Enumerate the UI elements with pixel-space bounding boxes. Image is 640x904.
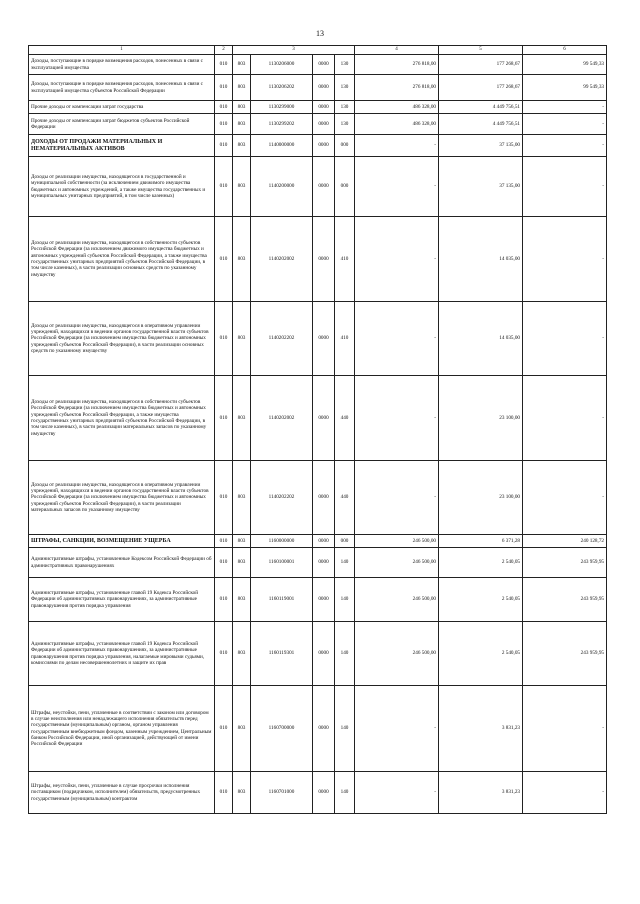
code-cell: 803 <box>233 101 251 114</box>
code-cell: 803 <box>233 376 251 461</box>
row-name: Штрафы, неустойки, пени, уплаченные в соответствии с законом или договором в случае неисполнения или ненадлежащего исполнения обязательств перед государственным (муниципальным) органом, органом управления государственным внебюджетным фондом, казенным учреждением, Центральным банком Российской Федерации, иной организацией, действующей от имени Российской Федерации <box>29 686 215 772</box>
code-cell: 803 <box>233 55 251 75</box>
row-name: Доходы от реализации имущества, находящегося в оперативном управлении учреждений, находящихся в ведении органов государственной власти субъектов Российской Федерации (за исключением имущества бюджетных и автономных учреждений субъектов Российской Федерации), в части реализации материальных запасов по указанному имуществу <box>29 461 215 535</box>
row-name: ШТРАФЫ, САНКЦИИ, ВОЗМЕЩЕНИЕ УЩЕРБА <box>29 535 215 548</box>
code-cell: 000 <box>335 135 355 157</box>
value-cell: - <box>355 376 439 461</box>
value-cell: 246 500,00 <box>355 578 439 622</box>
value-cell: 177 268,67 <box>439 75 523 101</box>
value-cell: 243 959,95 <box>523 548 607 578</box>
row-name: Доходы, поступающие в порядке возмещения расходов, понесенных в связи с эксплуатацией имущества субъектов Российской Федерации <box>29 75 215 101</box>
code-cell: 0000 <box>313 55 335 75</box>
value-cell: - <box>355 217 439 302</box>
value-cell: 37 135,00 <box>439 157 523 217</box>
value-cell: 4 449 756,51 <box>439 114 523 135</box>
row-name: Административные штрафы, установленные главой 19 Кодекса Российской Федерации об административных правонарушениях, за административные правонарушения против порядка управления, налагаемые мировыми судьями, комиссиями по делам несовершеннолетних и защите их прав <box>29 622 215 686</box>
revenue-table <box>28 45 607 814</box>
value-cell: - <box>523 686 607 772</box>
value-cell: 177 268,67 <box>439 55 523 75</box>
value-cell: 276 818,00 <box>355 55 439 75</box>
code-cell: 803 <box>233 686 251 772</box>
code-cell: 0000 <box>313 302 335 376</box>
code-cell: 0000 <box>313 548 335 578</box>
code-cell: 803 <box>233 217 251 302</box>
code-cell: 803 <box>233 535 251 548</box>
code-cell: 803 <box>233 135 251 157</box>
table-row <box>29 217 607 302</box>
code-cell: 440 <box>335 376 355 461</box>
code-cell: 1140202202 <box>251 461 313 535</box>
code-cell: 010 <box>215 622 233 686</box>
code-cell: 0000 <box>313 101 335 114</box>
code-cell: 1140202002 <box>251 217 313 302</box>
code-cell: 1140200000 <box>251 157 313 217</box>
code-cell: 000 <box>335 535 355 548</box>
code-cell: 010 <box>215 686 233 772</box>
code-cell: 130 <box>335 75 355 101</box>
header-cell: 1 <box>29 46 215 55</box>
header-cell: 5 <box>439 46 523 55</box>
value-cell: - <box>355 157 439 217</box>
value-cell: 246 500,00 <box>355 548 439 578</box>
code-cell: 440 <box>335 461 355 535</box>
code-cell: 1160000000 <box>251 535 313 548</box>
code-cell: 0000 <box>313 535 335 548</box>
table-row <box>29 157 607 217</box>
code-cell: 1160119301 <box>251 622 313 686</box>
value-cell: 3 831,23 <box>439 772 523 814</box>
value-cell: - <box>523 135 607 157</box>
code-cell: 140 <box>335 772 355 814</box>
table-row <box>29 101 607 114</box>
value-cell: 486 328,00 <box>355 114 439 135</box>
page-number: 13 <box>316 29 324 38</box>
table-row <box>29 578 607 622</box>
code-cell: 0000 <box>313 376 335 461</box>
value-cell: 246 500,00 <box>355 535 439 548</box>
value-cell: 3 831,23 <box>439 686 523 772</box>
value-cell: 240 128,72 <box>523 535 607 548</box>
code-cell: 010 <box>215 217 233 302</box>
row-name: Штрафы, неустойки, пени, уплаченные в случае просрочки исполнения поставщиком (подрядчиком, исполнителем) обязательств, предусмотренных государственным (муниципальным) контрактом <box>29 772 215 814</box>
table-row <box>29 535 607 548</box>
code-cell: 140 <box>335 622 355 686</box>
table-row <box>29 55 607 75</box>
header-cell: 4 <box>355 46 439 55</box>
code-cell: 140 <box>335 686 355 772</box>
code-cell: 1160100001 <box>251 548 313 578</box>
row-name: Доходы от реализации имущества, находящегося в собственности субъектов Российской Федерации (за исключением движимого имущества бюджетных и автономных учреждений субъектов Российской Федерации, а также имущества государственных унитарных предприятий субъектов Российской Федерации, в том числе казенных), в части реализации основных средств по указанному имуществу <box>29 217 215 302</box>
code-cell: 1130206202 <box>251 75 313 101</box>
code-cell: 010 <box>215 135 233 157</box>
code-cell: 803 <box>233 578 251 622</box>
row-name: Прочие доходы от компенсации затрат бюджетов субъектов Российской Федерации <box>29 114 215 135</box>
table-row <box>29 302 607 376</box>
code-cell: 010 <box>215 548 233 578</box>
code-cell: 803 <box>233 461 251 535</box>
value-cell: 243 959,95 <box>523 578 607 622</box>
value-cell: 2 540,05 <box>439 548 523 578</box>
value-cell: 23 100,00 <box>439 461 523 535</box>
table-row <box>29 135 607 157</box>
value-cell: - <box>355 135 439 157</box>
code-cell: 010 <box>215 75 233 101</box>
code-cell: 010 <box>215 101 233 114</box>
code-cell: 140 <box>335 578 355 622</box>
value-cell: - <box>355 686 439 772</box>
value-cell: 486 328,00 <box>355 101 439 114</box>
code-cell: 0000 <box>313 135 335 157</box>
code-cell: 0000 <box>313 578 335 622</box>
value-cell: 99 549,33 <box>523 55 607 75</box>
code-cell: 803 <box>233 157 251 217</box>
table-header <box>29 46 607 55</box>
code-cell: 010 <box>215 535 233 548</box>
code-cell: 1140202202 <box>251 302 313 376</box>
code-cell: 410 <box>335 217 355 302</box>
value-cell: - <box>523 101 607 114</box>
code-cell: 0000 <box>313 217 335 302</box>
header-cell: 3 <box>233 46 355 55</box>
row-name: Прочие доходы от компенсации затрат государства <box>29 101 215 114</box>
value-cell: 246 500,00 <box>355 622 439 686</box>
value-cell: 4 449 756,51 <box>439 101 523 114</box>
code-cell: 1130206000 <box>251 55 313 75</box>
table-row <box>29 376 607 461</box>
row-name: Административные штрафы, установленные главой 19 Кодекса Российской Федерации об административных правонарушениях, за административные правонарушения против порядка управления <box>29 578 215 622</box>
code-cell: 803 <box>233 75 251 101</box>
code-cell: 130 <box>335 114 355 135</box>
code-cell: 010 <box>215 114 233 135</box>
code-cell: 1160700000 <box>251 686 313 772</box>
value-cell: - <box>523 772 607 814</box>
code-cell: 000 <box>335 157 355 217</box>
code-cell: 1140202002 <box>251 376 313 461</box>
code-cell: 130 <box>335 101 355 114</box>
code-cell: 1130299202 <box>251 114 313 135</box>
value-cell: - <box>523 461 607 535</box>
value-cell: - <box>355 461 439 535</box>
code-cell: 1140000000 <box>251 135 313 157</box>
table-row <box>29 686 607 772</box>
code-cell: 0000 <box>313 622 335 686</box>
code-cell: 803 <box>233 302 251 376</box>
code-cell: 0000 <box>313 114 335 135</box>
code-cell: 010 <box>215 302 233 376</box>
code-cell: 010 <box>215 376 233 461</box>
row-name: Доходы от реализации имущества, находящегося в оперативном управлении учреждений, находящихся в ведении органов государственной власти субъектов Российской Федерации (за исключением имущества бюджетных и автономных учреждений субъектов Российской Федерации), в части реализации основных средств по указанному имуществу <box>29 302 215 376</box>
row-name: Доходы от реализации имущества, находящегося в собственности субъектов Российской Федерации (за исключением имущества бюджетных и автономных учреждений субъектов Российской Федерации, а также имущества государственных унитарных предприятий субъектов Российской Федерации, в том числе казенных), в части реализации материальных запасов по указанному имуществу <box>29 376 215 461</box>
table-row <box>29 75 607 101</box>
value-cell: - <box>523 217 607 302</box>
code-cell: 803 <box>233 114 251 135</box>
code-cell: 803 <box>233 622 251 686</box>
code-cell: 410 <box>335 302 355 376</box>
value-cell: 2 540,05 <box>439 622 523 686</box>
value-cell: - <box>523 157 607 217</box>
value-cell: 99 549,33 <box>523 75 607 101</box>
code-cell: 803 <box>233 548 251 578</box>
code-cell: 010 <box>215 461 233 535</box>
value-cell: - <box>355 302 439 376</box>
value-cell: 2 540,05 <box>439 578 523 622</box>
code-cell: 1160701000 <box>251 772 313 814</box>
header-cell: 6 <box>523 46 607 55</box>
value-cell: 14 035,00 <box>439 302 523 376</box>
value-cell: - <box>523 114 607 135</box>
value-cell: 14 035,00 <box>439 217 523 302</box>
table-row <box>29 461 607 535</box>
row-name: ДОХОДЫ ОТ ПРОДАЖИ МАТЕРИАЛЬНЫХ И НЕМАТЕРИАЛЬНЫХ АКТИВОВ <box>29 135 215 157</box>
table-row <box>29 548 607 578</box>
code-cell: 010 <box>215 157 233 217</box>
code-cell: 0000 <box>313 461 335 535</box>
code-cell: 803 <box>233 772 251 814</box>
code-cell: 010 <box>215 55 233 75</box>
code-cell: 1130299000 <box>251 101 313 114</box>
code-cell: 010 <box>215 578 233 622</box>
value-cell: - <box>523 302 607 376</box>
code-cell: 1160119001 <box>251 578 313 622</box>
code-cell: 010 <box>215 772 233 814</box>
code-cell: 140 <box>335 548 355 578</box>
value-cell: 243 959,95 <box>523 622 607 686</box>
code-cell: 0000 <box>313 686 335 772</box>
value-cell: 23 100,00 <box>439 376 523 461</box>
table-row <box>29 622 607 686</box>
code-cell: 0000 <box>313 772 335 814</box>
value-cell: 6 371,28 <box>439 535 523 548</box>
code-cell: 0000 <box>313 75 335 101</box>
table-row <box>29 772 607 814</box>
row-name: Административные штрафы, установленные Кодексом Российской Федерации об административных правонарушениях <box>29 548 215 578</box>
value-cell: - <box>355 772 439 814</box>
value-cell: - <box>523 376 607 461</box>
table-row <box>29 114 607 135</box>
row-name: Доходы, поступающие в порядке возмещения расходов, понесенных в связи с эксплуатацией имущества <box>29 55 215 75</box>
code-cell: 0000 <box>313 157 335 217</box>
header-cell: 2 <box>215 46 233 55</box>
value-cell: 37 135,00 <box>439 135 523 157</box>
row-name: Доходы от реализации имущества, находящегося в государственной и муниципальной собственности (за исключением движимого имущества бюджетных и автономных учреждений, а также имущества государственных и муниципальных унитарных предприятий, в том числе казенных) <box>29 157 215 217</box>
code-cell: 130 <box>335 55 355 75</box>
value-cell: 276 818,00 <box>355 75 439 101</box>
